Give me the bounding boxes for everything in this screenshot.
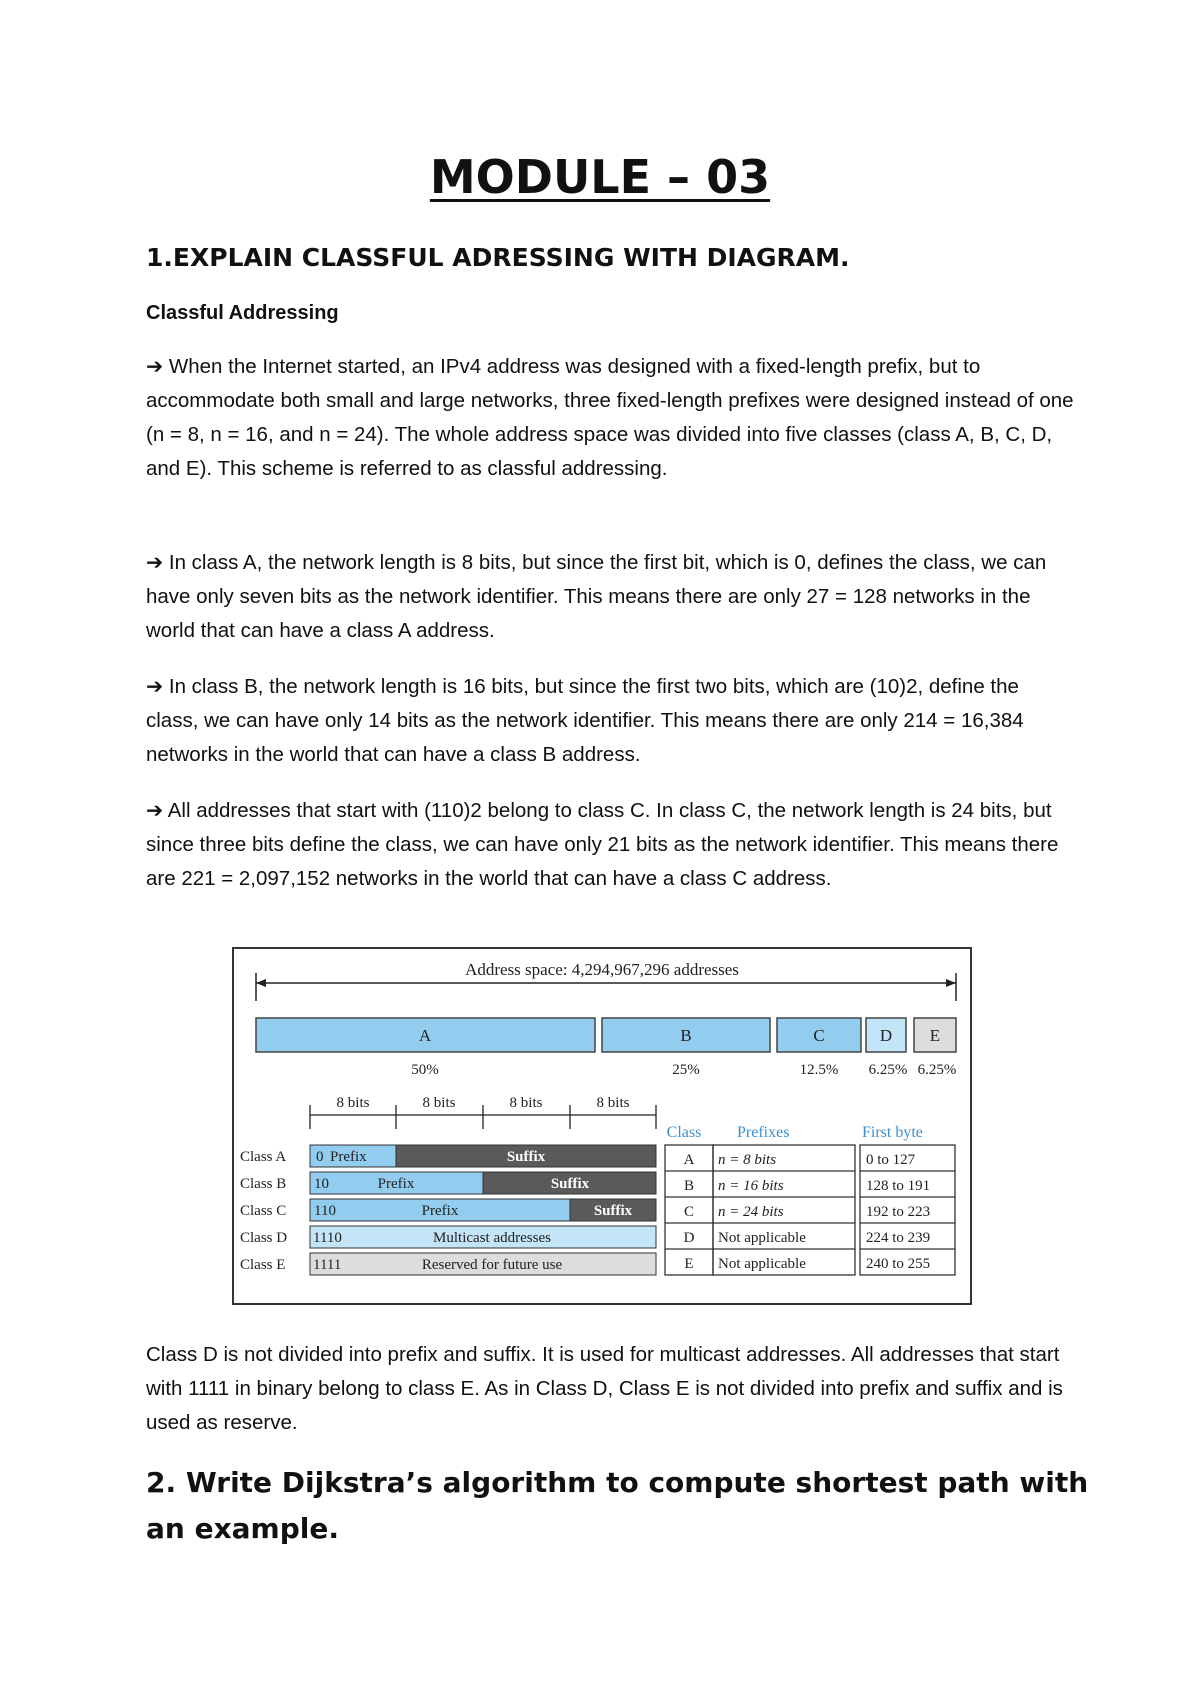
svg-text:A: A (418, 1026, 432, 1045)
svg-text:B: B (683, 1178, 695, 1194)
paragraph-class-a: ➔ In class A, the network length is 8 bits, but since the first bit, which is 0, defines the class, we can have only seven bits as the network identifier. This means there are only 27 = 128 networks in the world that can have a class A address. (146, 551, 1047, 642)
svg-text:10: 10 (314, 1176, 329, 1192)
percent-label-e: 6.25% (917, 1062, 957, 1078)
svg-text:Suffix: Suffix (593, 1203, 633, 1219)
svg-text:Not applicable: Not applicable (718, 1230, 806, 1246)
svg-text:n = 16 bits: n = 16 bits (718, 1178, 784, 1194)
space-bar-segment-d (866, 1018, 907, 1078)
svg-text:Prefix: Prefix (377, 1176, 415, 1192)
svg-text:Suffix: Suffix (506, 1149, 546, 1165)
bit-label-1: 8 bits (336, 1095, 370, 1111)
svg-text:Class B: Class B (240, 1176, 287, 1192)
svg-text:Prefixes: Prefixes (737, 1124, 790, 1141)
space-bar-segment-e (914, 1018, 956, 1078)
percent-label-a: 50% (411, 1062, 439, 1078)
classful-addressing-figure (232, 947, 972, 1305)
svg-text:Class E: Class E (240, 1257, 286, 1273)
svg-text:D: D (879, 1026, 893, 1045)
svg-text:Not applicable: Not applicable (718, 1256, 806, 1272)
question-1-heading: 1.EXPLAIN CLASSFUL ADRESSING WITH DIAGRAM. (146, 243, 850, 272)
svg-text:0: 0 (316, 1149, 324, 1165)
svg-text:Class A: Class A (240, 1149, 287, 1165)
bit-label-2: 8 bits (422, 1095, 456, 1111)
svg-text:E: E (929, 1026, 941, 1045)
svg-text:C: C (683, 1204, 695, 1220)
paragraph-class-b: ➔ In class B, the network length is 16 bits, but since the first two bits, which are (10)2, define the class, we can have only 14 bits as the network identifier. This means there are only 214 = 16,384 networks in the world that can have a class B address. (146, 675, 1024, 766)
svg-text:240 to 255: 240 to 255 (866, 1256, 931, 1272)
svg-text:1110: 1110 (313, 1230, 342, 1246)
svg-text:Class C: Class C (240, 1203, 287, 1219)
paragraph-class-c: ➔ All addresses that start with (110)2 belong to class C. In class C, the network length is 24 bits, but since three bits define the class, we can have only 21 bits as the network identifier. This means there are 221 = 2,097,152 networks in the world that can have a class C address. (146, 799, 1059, 890)
question-2-heading: 2. Write Dijkstra’s algorithm to compute shortest path with an example. (146, 1466, 1089, 1545)
svg-text:Prefix: Prefix (330, 1149, 367, 1165)
svg-text:First byte: First byte (862, 1124, 923, 1141)
svg-text:D: D (683, 1230, 695, 1246)
svg-text:1111: 1111 (313, 1257, 342, 1273)
address-space-label: Address space: 4,294,967,296 addresses (465, 960, 739, 979)
svg-text:Multicast addresses: Multicast addresses (433, 1230, 551, 1246)
svg-text:C: C (813, 1026, 825, 1045)
svg-text:Suffix: Suffix (550, 1176, 590, 1192)
svg-text:E: E (684, 1256, 694, 1272)
svg-text:n = 24 bits: n = 24 bits (718, 1204, 784, 1220)
svg-text:Class: Class (666, 1124, 702, 1141)
svg-text:Class D: Class D (240, 1230, 288, 1246)
svg-text:A: A (683, 1152, 695, 1168)
svg-text:128 to 191: 128 to 191 (866, 1178, 931, 1194)
svg-text:B: B (680, 1026, 692, 1045)
bit-label-3: 8 bits (509, 1095, 543, 1111)
paragraph-class-d-e: Class D is not divided into prefix and suffix. It is used for multicast addresses. All addresses that start with 1111 in binary belong to class E. As in Class D, Class E is not divided into prefix and suffix and is used as reserve. (146, 1343, 1063, 1434)
svg-text:Prefix: Prefix (421, 1203, 459, 1219)
bit-label-4: 8 bits (596, 1095, 630, 1111)
percent-label-b: 25% (672, 1062, 700, 1078)
percent-label-d: 6.25% (868, 1062, 908, 1078)
svg-text:192 to 223: 192 to 223 (866, 1204, 931, 1220)
svg-text:Reserved for future use: Reserved for future use (421, 1257, 563, 1273)
svg-text:0 to 127: 0 to 127 (866, 1152, 916, 1168)
svg-text:224 to 239: 224 to 239 (866, 1230, 931, 1246)
percent-label-c: 12.5% (799, 1062, 839, 1078)
svg-text:n = 8 bits: n = 8 bits (718, 1152, 777, 1168)
section-subheading: Classful Addressing (146, 302, 339, 324)
paragraph-intro: ➔ When the Internet started, an IPv4 address was designed with a fixed-length prefix, but to accommodate both small and large networks, three fixed-length prefixes were designed instead of one (n = 8, n = 16, and n = 24). The whole address space was divided into five classes (class A, B, C, D, and E). This scheme is referred to as classful addressing. (146, 355, 1074, 480)
svg-text:110: 110 (314, 1203, 336, 1219)
page-title: MODULE – 03 (429, 150, 771, 204)
